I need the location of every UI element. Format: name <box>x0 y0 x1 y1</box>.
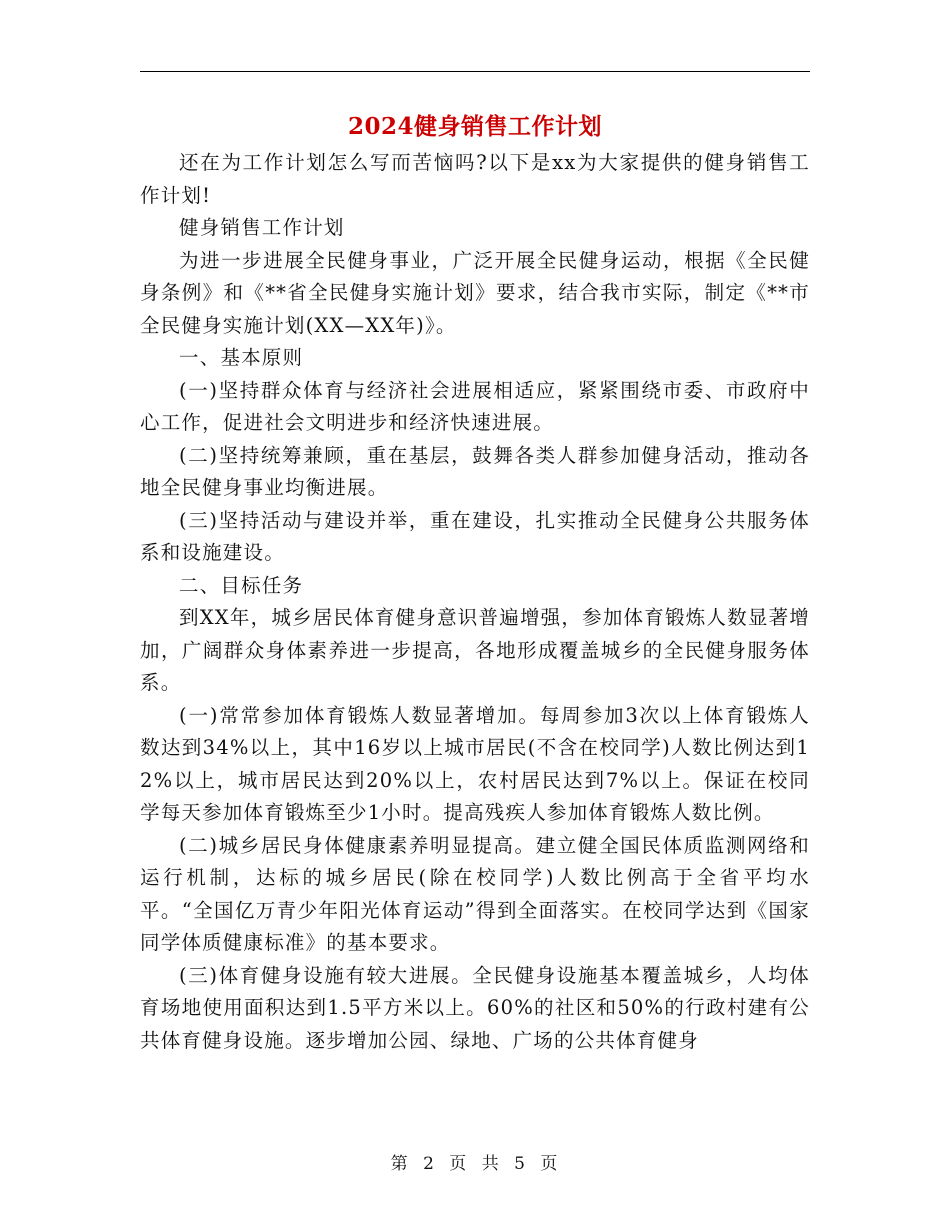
header-rule <box>140 71 810 72</box>
paragraph-goal-1: (一)常常参加体育锻炼人数显著增加。每周参加3次以上体育锻炼人数达到34%以上，其中16岁以上城市居民(不含在校同学)人数比例达到12%以上，城市居民达到20%以上，农村居民达到7%以上。保证在校同学每天参加体育锻炼至少1小时。提高残疾人参加体育锻炼人数比例。 <box>140 703 810 824</box>
paragraph-principle-2: (二)坚持统筹兼顾，重在基层，鼓舞各类人群参加健身活动，推动各地全民健身事业均衡进展。 <box>140 443 810 499</box>
document-body <box>140 147 810 1057</box>
document-title: 2024健身销售工作计划 <box>347 113 602 140</box>
paragraph-intro: 还在为工作计划怎么写而苦恼吗?以下是xx为大家提供的健身销售工作计划! <box>140 151 810 207</box>
paragraph-goal-2: (二)城乡居民身体健康素养明显提高。建立健全国民体质监测网络和运行机制，达标的城乡居民(除在校同学)人数比例高于全省平均水平。“全国亿万青少年阳光体育运动”得到全面落实。在校同学达到《国家同学体质健康标准》的基本要求。 <box>140 833 810 954</box>
section-heading-principles: 一、基本原则 <box>179 346 304 369</box>
paragraph-principle-1: (一)坚持群众体育与经济社会进展相适应，紧紧围绕市委、市政府中心工作，促进社会文明进步和经济快速进展。 <box>140 378 810 434</box>
paragraph-goal-3: (三)体育健身设施有较大进展。全民健身设施基本覆盖城乡，人均体育场地使用面积达到1.5平方米以上。60%的社区和50%的行政村建有公共体育健身设施。逐步增加公园、绿地、广场的公共体育健身 <box>140 963 810 1052</box>
paragraph-principle-3: (三)坚持活动与建设并举，重在建设，扎实推动全民健身公共服务体系和设施建设。 <box>140 508 810 564</box>
paragraph-purpose: 为进一步进展全民健身事业，广泛开展全民健身运动，根据《全民健身条例》和《**省全民健身实施计划》要求，结合我市实际，制定《**市全民健身实施计划(XX—XX年)》。 <box>140 248 810 337</box>
page-number: 第 2 页 共 5 页 <box>390 1154 560 1174</box>
paragraph-goals-overview: 到XX年，城乡居民体育健身意识普遍增强，参加体育锻炼人数显著增加，广阔群众身体素养进一步提高，各地形成覆盖城乡的全民健身服务体系。 <box>140 606 810 694</box>
section-heading-goals: 二、目标任务 <box>179 573 304 597</box>
paragraph-subtitle: 健身销售工作计划 <box>179 216 345 239</box>
